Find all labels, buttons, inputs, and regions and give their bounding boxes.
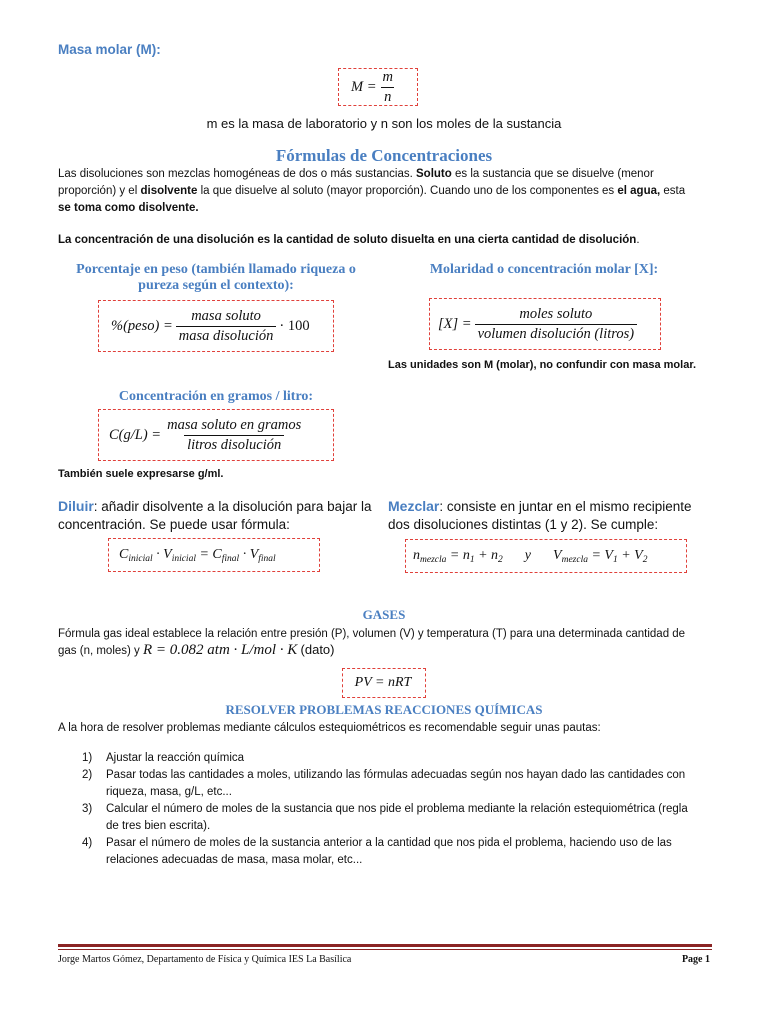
gramos-litro-num: masa soluto en gramos: [167, 416, 302, 433]
molaridad-num: moles soluto: [519, 305, 593, 322]
list-item: 2) Pasar todas las cantidades a moles, utilizando las fórmulas adecuadas según nos hayan dado las cantidades con riqueza, masa, g/L, etc...: [82, 769, 686, 798]
diluir-formula: $C_{inicial} \cdot V_{inicial} = C_{final} \cdot V_{final}$: [119, 546, 276, 564]
mezclar-formula-box: [405, 539, 687, 573]
footer-author: Jorge Martos Gómez, Departamento de Física y Química IES La Basílica: [58, 954, 352, 965]
molaridad-den: volumen disolución (litros): [475, 324, 638, 343]
concentraciones-intro: Las disoluciones son mezclas homogéneas de dos o más sustancias. Soluto es la sustancia que se disuelve (menor proporción) y el disolvente la que disuelve al soluto (mayor proporción). Cuando uno de los componentes es el agua, esta se toma como disolvente.: [58, 168, 686, 214]
molaridad-note: Las unidades son M (molar), no confundir con masa molar.: [388, 359, 697, 371]
diluir-formula-box: [108, 538, 320, 572]
resolver-intro: A la hora de resolver problemas mediante cálculos estequiométricos es recomendable seguir unas pautas:: [58, 722, 601, 734]
porcentaje-den: masa disolución: [176, 326, 277, 345]
gramos-litro-formula-box: [98, 409, 334, 461]
concentracion-definition: La concentración de una disolución es la cantidad de soluto disuelta en una cierta cantidad de disolución.: [58, 234, 640, 246]
molaridad-heading: Molaridad o concentración molar [X]:: [429, 262, 659, 277]
footer-rule: [58, 944, 712, 947]
masa-molar-note: m es la masa de laboratorio y n son los moles de la sustancia: [206, 116, 562, 131]
resolver-heading: RESOLVER PROBLEMAS REACCIONES QUÍMICAS: [225, 702, 543, 717]
porcentaje-lhs: %(peso) =: [111, 317, 173, 334]
masa-molar-num: m: [382, 68, 393, 85]
footer-page-number: Page 1: [681, 954, 710, 965]
gramos-litro-heading: Concentración en gramos / litro:: [118, 389, 314, 404]
concentraciones-title: Fórmulas de Concentraciones: [275, 146, 493, 165]
list-item: 4) Pasar el número de moles de la sustancia anterior a la cantidad que nos pida el problema, haciendo uso de las relaciones adecuadas de masa, masa molar, etc...: [82, 837, 672, 866]
gases-heading: GASES: [362, 607, 406, 622]
masa-molar-den: n: [381, 87, 394, 106]
gases-line2: gas (n, moles) y R = 0.082 atm · L/mol · K (dato): [58, 642, 335, 658]
masa-molar-formula-box: [338, 68, 418, 106]
mezclar-text: Mezclar: consiste en juntar en el mismo recipiente dos disoluciones distintas (1 y 2). Se cumple:: [388, 498, 692, 532]
gases-line1: Fórmula gas ideal establece la relación entre presión (P), volumen (V) y temperatura (T) para una determinada cantidad de: [58, 628, 686, 640]
porcentaje-formula-box: [98, 300, 334, 352]
gas-ideal-formula: PV = nRT: [354, 675, 412, 690]
gas-constant-formula: R = 0.082 atm · L/mol · K: [143, 642, 298, 658]
molaridad-lhs: [X] =: [438, 315, 472, 332]
mezclar-formula: $n_{mezcla} = n_1 + n_2$ y $V_{mezcla} = V_1 + V_2$: [413, 547, 648, 565]
list-item: 1) Ajustar la reacción química: [82, 752, 245, 764]
masa-molar-heading: Masa molar (M):: [58, 42, 161, 57]
porcentaje-heading: Porcentaje en peso (también llamado riqueza o pureza según el contexto):: [76, 262, 356, 293]
molaridad-formula-box: [429, 298, 661, 350]
gramos-litro-lhs: C(g/L) =: [109, 426, 162, 443]
porcentaje-num: masa soluto: [191, 307, 261, 324]
gramos-litro-note: También suele expresarse g/ml.: [58, 468, 224, 480]
porcentaje-rhs: · 100: [279, 317, 310, 334]
gramos-litro-den: litros disolución: [184, 435, 284, 454]
list-item: 3) Calcular el número de moles de la sustancia que nos pide el problema mediante la relación estequiométrica (regla de tres bien escrita).: [82, 803, 688, 832]
resolver-steps: [82, 750, 722, 869]
mezclar-label: Mezclar: [388, 498, 440, 514]
diluir-label: Diluir: [58, 498, 94, 514]
gas-ideal-formula-box: [342, 668, 426, 698]
masa-molar-lhs: M =: [351, 78, 377, 95]
diluir-text: Diluir: añadir disolvente a la disolución para bajar la concentración. Se puede usar fórmula:: [58, 498, 372, 532]
footer-rule-thin: [58, 949, 712, 950]
